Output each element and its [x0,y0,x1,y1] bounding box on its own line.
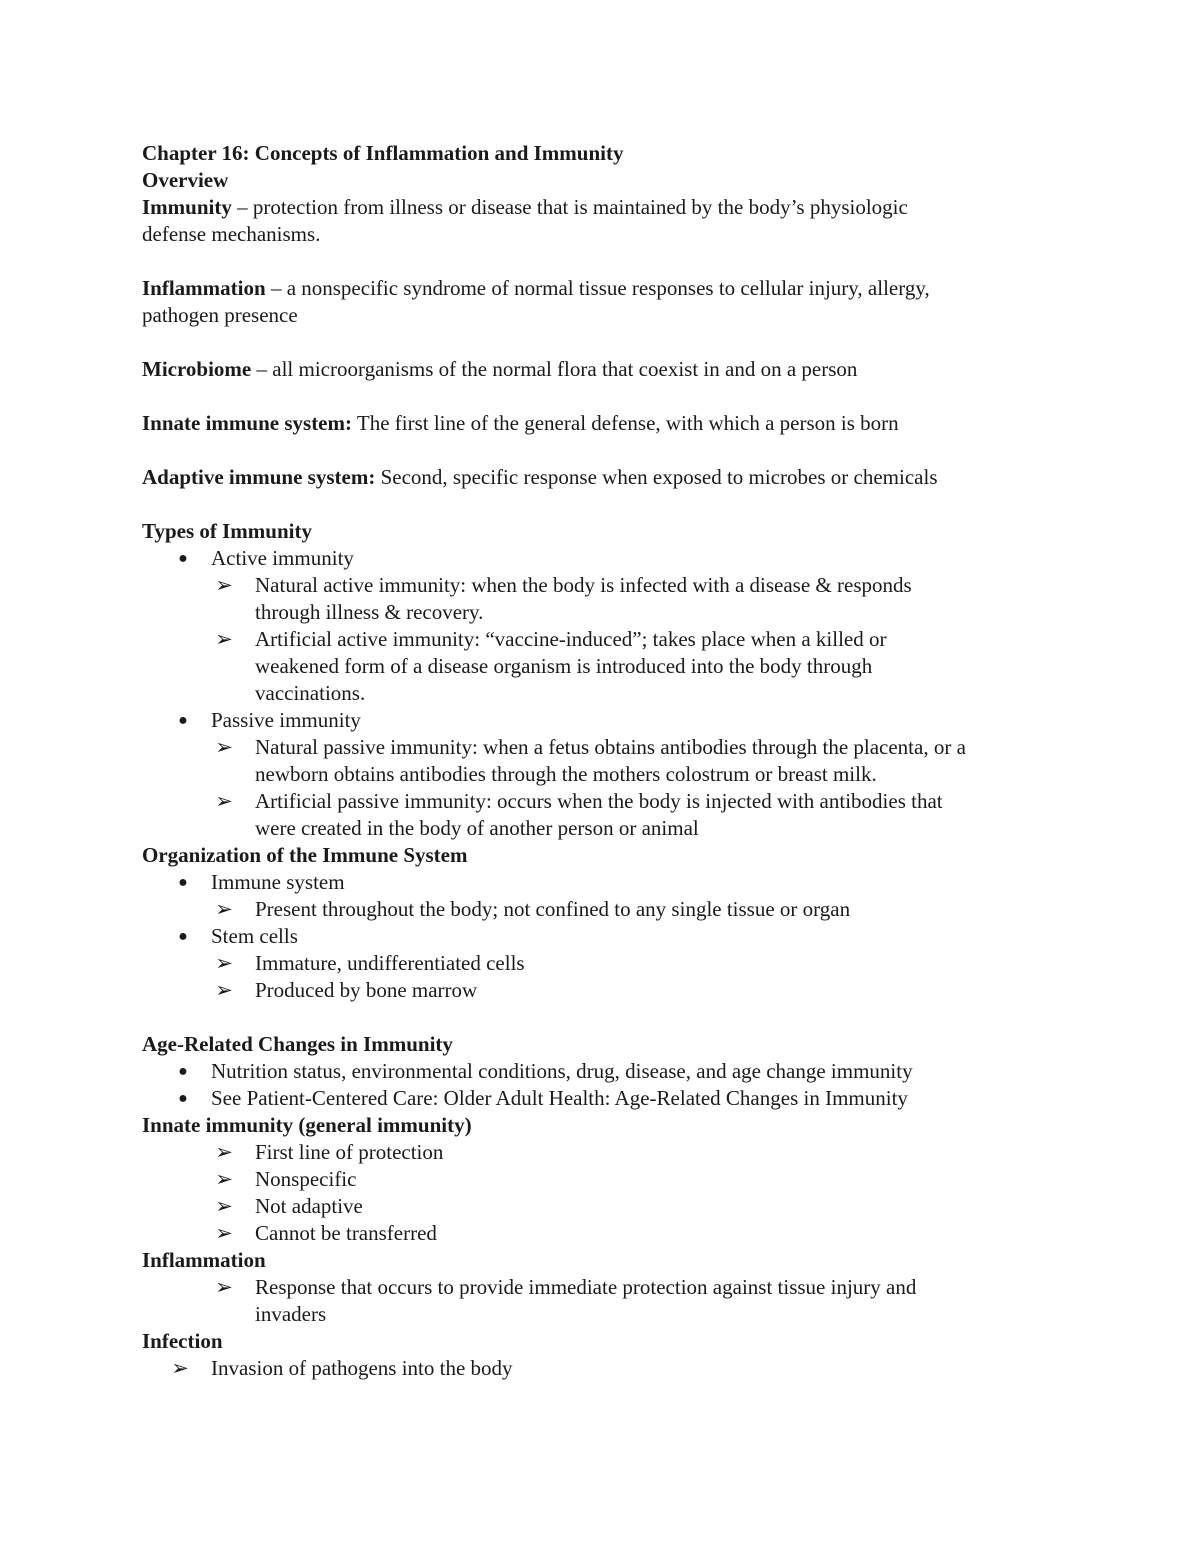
list-item [142,950,1062,977]
list-item-text: See Patient-Centered Care: Older Adult Health: Age-Related Changes in Immunity [211,1086,908,1110]
organization-heading: Organization of the Immune System [142,843,468,867]
definition-text: a nonspecific syndrome of normal tissue responses to cellular injury, allergy, [286,276,930,300]
list-item [142,1058,1062,1085]
arrow-bullet-icon: ➢ [215,897,233,921]
types-heading: Types of Immunity [142,519,312,543]
arrow-bullet-icon: ➢ [215,573,233,597]
list-item-text: Natural active immunity: when the body is infected with a disease & responds [255,573,912,597]
list-item-text: Passive immunity [211,708,361,732]
arrow-bullet-icon: ➢ [215,1140,233,1164]
list-item-text: First line of protection [255,1140,444,1164]
inflammation-heading: Inflammation [142,1248,266,1272]
list-item-text: Cannot be transferred [255,1221,437,1245]
arrow-bullet-icon: ➢ [215,735,233,759]
definition-text: defense mechanisms. [142,222,321,246]
list-item-text: Artificial passive immunity: occurs when the body is injected with antibodies that [255,789,943,813]
list-item [142,896,1062,923]
definition-separator: – [231,195,253,219]
age-heading: Age-Related Changes in Immunity [142,1032,453,1056]
arrow-bullet-icon: ➢ [171,1356,189,1380]
list-item-text: weakened form of a disease organism is introduced into the body through [255,654,873,678]
list-item [142,1085,1062,1112]
list-item [142,572,1062,626]
list-item [142,869,1062,896]
list-item-text: Immune system [211,870,345,894]
list-item-text: Immature, undifferentiated cells [255,951,525,975]
list-item [142,545,1062,572]
definition-inflammation [142,275,1062,329]
infection-heading: Infection [142,1329,223,1353]
list-item [142,923,1062,950]
list-item-text: through illness & recovery. [255,600,484,624]
list-item-text: Active immunity [211,546,354,570]
arrow-bullet-icon: ➢ [215,1275,233,1299]
definition-innate-immune-system [142,410,1062,437]
list-item [142,1193,1062,1220]
list-item [142,977,1062,1004]
list-item-text: Produced by bone marrow [255,978,478,1002]
document-body [142,140,1062,1382]
arrow-bullet-icon: ➢ [215,627,233,651]
bullet-icon: ● [178,874,188,891]
list-item [142,1139,1062,1166]
bullet-icon: ● [178,712,188,729]
bullet-icon: ● [178,1090,188,1107]
list-item [142,1220,1062,1247]
definition-separator: – [251,357,273,381]
bullet-icon: ● [178,1063,188,1080]
list-item [142,707,1062,734]
definition-term: Inflammation [142,276,266,300]
list-item-text: Nutrition status, environmental conditions, drug, disease, and age change immunity [211,1059,913,1083]
definition-immunity [142,194,1062,248]
definition-adaptive-immune-system [142,464,1062,491]
list-item-text: Natural passive immunity: when a fetus obtains antibodies through the placenta, or a [255,735,966,759]
arrow-bullet-icon: ➢ [215,951,233,975]
definition-term: Immunity [142,195,232,219]
bullet-icon: ● [178,928,188,945]
list-item-text: Nonspecific [255,1167,357,1191]
list-item [142,626,1062,707]
definition-text: protection from illness or disease that is maintained by the body’s physiologic [252,195,908,219]
definition-text: all microorganisms of the normal flora that coexist in and on a person [272,357,858,381]
list-item-text: vaccinations. [255,681,366,705]
list-item-text: Stem cells [211,924,298,948]
list-item-text: Invasion of pathogens into the body [211,1356,513,1380]
arrow-bullet-icon: ➢ [215,978,233,1002]
definition-separator: – [265,276,287,300]
definition-microbiome [142,356,1062,383]
list-item-text: newborn obtains antibodies through the mothers colostrum or breast milk. [255,762,877,786]
list-item-text: Not adaptive [255,1194,363,1218]
bullet-icon: ● [178,550,188,567]
innate-heading: Innate immunity (general immunity) [142,1113,472,1137]
definition-text: pathogen presence [142,303,298,327]
list-item [142,734,1062,788]
list-item [142,1355,1062,1382]
list-item [142,788,1062,842]
list-item-text: were created in the body of another person or animal [255,816,699,840]
arrow-bullet-icon: ➢ [215,789,233,813]
definition-text: The first line of the general defense, with which a person is born [356,411,899,435]
definition-term: Microbiome [142,357,252,381]
overview-heading: Overview [142,168,229,192]
list-item-text: Present throughout the body; not confined to any single tissue or organ [255,897,851,921]
list-item [142,1166,1062,1193]
arrow-bullet-icon: ➢ [215,1194,233,1218]
list-item-text: invaders [255,1302,327,1326]
definition-term: Innate immune system: [142,411,352,435]
list-item [142,1274,1062,1328]
arrow-bullet-icon: ➢ [215,1167,233,1191]
chapter-title: Chapter 16: Concepts of Inflammation and Immunity [142,141,624,165]
definition-text: Second, specific response when exposed to microbes or chemicals [380,465,938,489]
list-item-text: Artificial active immunity: “vaccine-induced”; takes place when a killed or [255,627,887,651]
definition-term: Adaptive immune system: [142,465,376,489]
list-item-text: Response that occurs to provide immediate protection against tissue injury and [255,1275,917,1299]
arrow-bullet-icon: ➢ [215,1221,233,1245]
